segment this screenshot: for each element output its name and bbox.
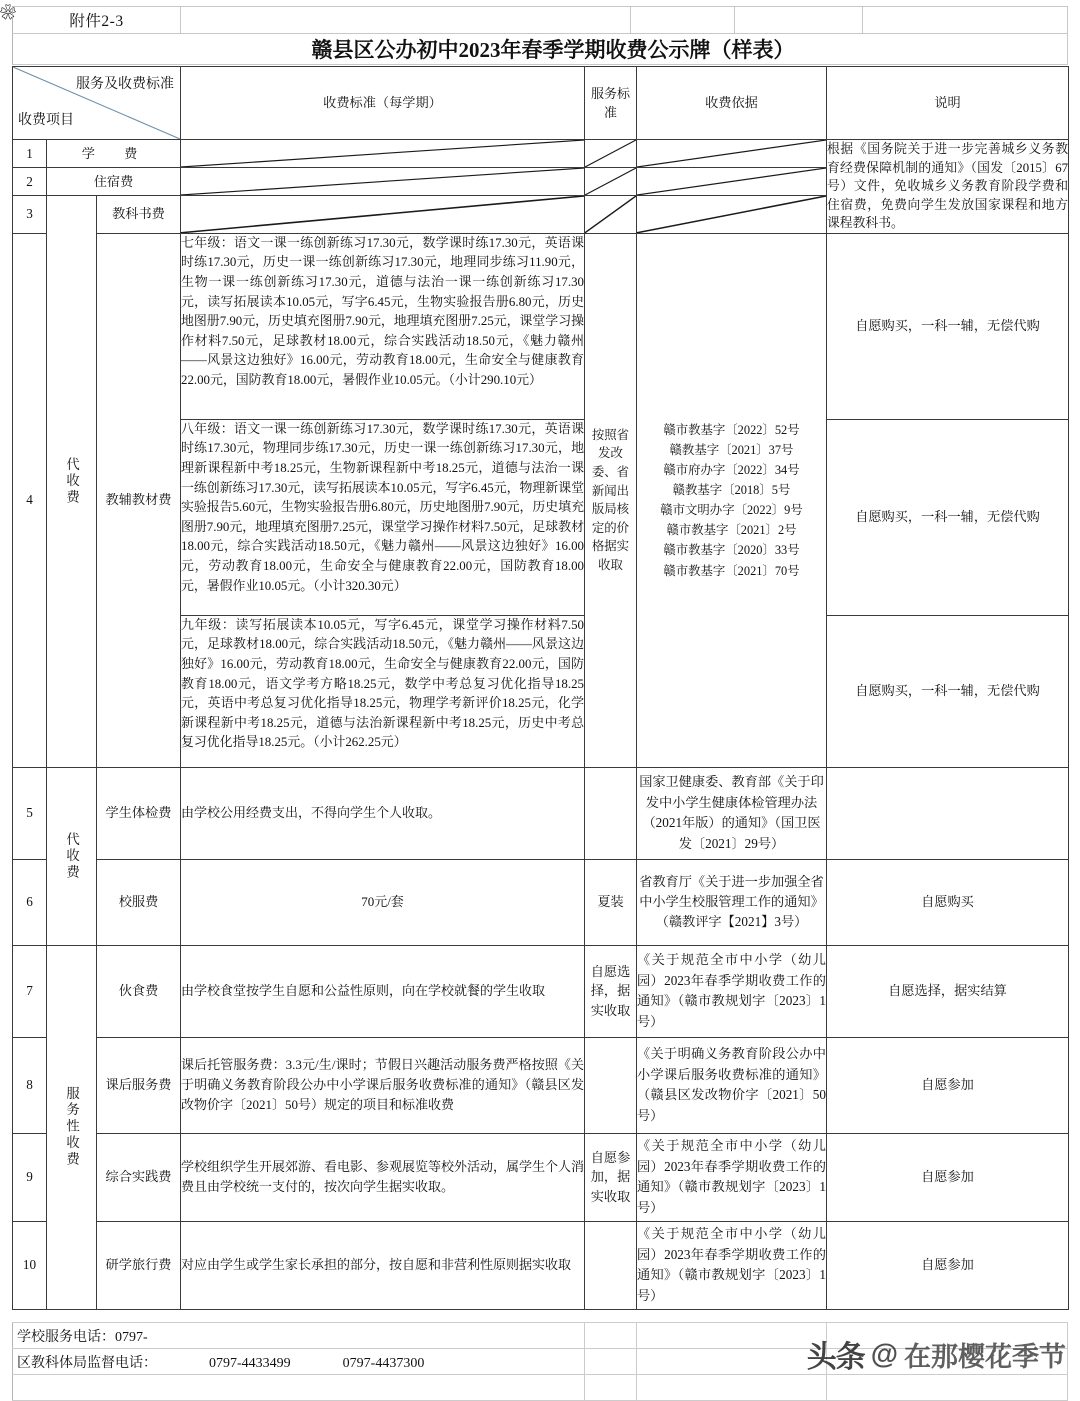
attachment-blank-b [181,7,631,33]
empty-slash-icon [585,140,636,167]
textbook-fee-note-grade7: 自愿购买，一科一辅，无偿代购 [827,233,1069,419]
category-dai-shou-fei-upper [47,196,97,768]
document-title-row [12,34,1068,65]
row-note [827,767,1069,859]
row-item-name: 学 费 [47,140,181,168]
empty-slash-icon [585,196,636,233]
footer-contact-table [12,1322,1068,1401]
row-item-name: 研学旅行费 [97,1221,181,1309]
textbook-fee-note-grade9: 自愿购买，一科一辅，无偿代购 [827,615,1069,767]
table-row [13,1133,1069,1221]
row-number: 6 [13,859,47,945]
attachment-blank-d [735,7,863,33]
attachment-row [12,6,1068,34]
empty-slash-icon [637,140,826,167]
basis-line: 赣教基字〔2018〕5号 [672,483,791,498]
row-basis: 省教育厅《关于进一步加强全省中小学生校服管理工作的通知》（赣教评字【2021】3号） [637,859,827,945]
school-service-phone: 学校服务电话：0797- [13,1323,585,1349]
merged-note-rows-1-3: 根据《国务院关于进一步完善城乡义务教育经费保障机制的通知》（国发〔2015〕67号）文件，免收城乡义务教育阶段学费和住宿费，免费向学生发放国家课程和地方课程教科书。 [827,140,1069,234]
row-standard-empty [181,140,585,168]
empty-slash-icon [637,168,826,195]
page-title: 赣县区公办初中2023年春季学期收费公示牌（样表） [311,38,795,62]
row-service [585,1221,637,1309]
footer-blank-8 [585,1375,637,1401]
row-standard: 由学校公用经费支出，不得向学生个人收取。 [181,767,585,859]
header-col-note: 说明 [827,67,1069,140]
empty-slash-icon [637,196,826,233]
header-col-service: 服务标准 [585,67,637,140]
basis-line: 赣市教基字〔2021〕70号 [663,563,800,578]
row-service: 夏装 [585,859,637,945]
footer-blank-4 [585,1349,637,1375]
header-fee-item-label: 收费项目 [18,113,74,128]
fee-disclosure-table [12,66,1069,1310]
bureau-supervision-phones [13,1349,585,1375]
row-item-name: 学生体检费 [97,767,181,859]
footer-row-bureau-phone [13,1349,1068,1375]
header-corner-cell [13,67,181,140]
row-standard: 课后托管服务费：3.3元/生/课时；节假日兴趣活动服务费严格按照《关于明确义务教育阶段公办中小学课后服务收费标准的通知》（赣县区发改物价字〔2021〕50号）规定的项目和标准收费 [181,1037,585,1133]
bureau-phone-label: 区教科体局监督电话： [17,1355,157,1371]
attachment-label: 附件2-3 [13,7,181,33]
footer-blank-5 [637,1349,827,1375]
textbook-fee-grade8-detail: 八年级：语文一课一练创新练习17.30元，数学课时练17.30元，英语课时练17.30元，物理同步练17.30元，历史一课一练创新练习17.30元，地理新课程新中考18.25元，生物新课程新中考18.25元，道德与法治一课一练创新练习17.30元，读写拓展读本10.05元，写字6.45元，物理新课堂实验报告5.60元，生物实验报告册6.80元，历史地图册7.90元，历史填充图册7.90元，地理填充图册7.25元，课堂学习操作材料7.50元，足球教材18.00元，综合实践活动18.50元，《魅力赣州——风景这边独好》16.00元，劳动教育18.00元，生命安全与健康教育22.00元，国防教育18.00元，暑假作业10.05元。（小计320.30元） [181,419,585,615]
basis-line: 赣市教基字〔2020〕33号 [663,543,800,558]
row-note: 自愿参加 [827,1221,1069,1309]
row-standard: 对应由学生或学生家长承担的部分，按自愿和非营利性原则据实收取 [181,1221,585,1309]
footer-blank-3 [827,1323,1068,1349]
textbook-fee-grade7-detail: 七年级：语文一课一练创新练习17.30元，数学课时练17.30元，英语课时练17.30元，历史一课一练创新练习17.30元，地理同步练习11.90元，生物一课一练创新练习17.30元，道德与法治一课一练创新练习17.30元，读写拓展读本10.05元，写字6.45元，生物实验报告册6.80元，历史地图册7.90元，历史填充图册7.90元，地理填充图册7.25元，课堂学习操作材料7.50元，足球教材18.00元，综合实践活动18.50元，《魅力赣州——风景这边独好》16.00元，劳动教育18.00元，生命安全与健康教育22.00元，国防教育18.00元，暑假作业10.05元。（小计290.10元） [181,233,585,419]
row-basis: 《关于规范全市中小学（幼儿园）2023年春季学期收费工作的通知》（赣市教规划字〔2023〕1号） [637,1221,827,1309]
row-standard: 70元/套 [181,859,585,945]
textbook-fee-note-grade8: 自愿购买，一科一辅，无偿代购 [827,419,1069,615]
row-item-name: 综合实践费 [97,1133,181,1221]
service-standard-text: 按照省发改委、省新闻出版局核定的价格据实收取 [591,427,630,573]
footer-blank-10 [827,1375,1068,1401]
row-number: 3 [13,196,47,234]
watermark-platform: 头条 [806,1341,865,1374]
row-item-name: 教辅教材费 [97,233,181,767]
attachment-blank-c [631,7,735,33]
textbook-fee-basis [637,233,827,767]
table-row [13,140,1069,168]
row-basis: 《关于规范全市中小学（幼儿园）2023年春季学期收费工作的通知》（赣市教规划字〔2023〕1号） [637,945,827,1037]
header-service-and-standard-label: 服务及收费标准 [76,77,174,92]
row-number: 9 [13,1133,47,1221]
row-service-empty [585,140,637,168]
watermark-at-symbol: @ [870,1338,898,1369]
row-basis: 《关于明确义务教育阶段公办中小学课后服务收费标准的通知》（赣县区发改物价字〔2021〕50号） [637,1037,827,1133]
row-standard: 学校组织学生开展郊游、看电影、参观展览等校外活动，属学生个人消费且由学校统一支付的，按次向学生据实收取。 [181,1133,585,1221]
empty-slash-icon [181,140,584,167]
header-col-basis: 收费依据 [637,67,827,140]
row-number: 10 [13,1221,47,1309]
row-note: 自愿选择，据实结算 [827,945,1069,1037]
row-note: 自愿购买 [827,859,1069,945]
footer-blank-2 [637,1323,827,1349]
table-row [13,859,1069,945]
row-number: 7 [13,945,47,1037]
row-basis: 国家卫健康委、教育部《关于印发中小学生健康体检管理办法（2021年版）的通知》（国卫医发〔2021〕29号） [637,767,827,859]
row-number: 1 [13,140,47,168]
category-label: 代收费 [64,831,80,881]
row-service [585,1037,637,1133]
row-service: 自愿参加，据实收取 [585,1133,637,1221]
row-service: 自愿选择，据实收取 [585,945,637,1037]
table-row [13,767,1069,859]
row-number: 4 [13,233,47,767]
textbook-fee-service-standard [585,233,637,767]
basis-line: 赣市府办字〔2022〕34号 [663,463,800,478]
row-number: 2 [13,168,47,196]
footer-row-school-phone [13,1323,1068,1349]
row-item-name: 住宿费 [47,168,181,196]
row-basis: 《关于规范全市中小学（幼儿园）2023年春季学期收费工作的通知》（赣市教规划字〔2023〕1号） [637,1133,827,1221]
category-dai-shou-fei-lower [47,767,97,945]
row-service [585,767,637,859]
empty-slash-icon [181,168,584,195]
basis-line: 赣市文明办字〔2022〕9号 [660,503,803,518]
attachment-blank-e [863,7,1067,33]
sakura-icon: ❀ [0,5,17,22]
footer-blank-1 [585,1323,637,1349]
basis-line: 赣市教基字〔2021〕2号 [666,523,797,538]
empty-slash-icon [181,196,584,233]
basis-document-list [637,420,826,581]
table-row [13,1221,1069,1309]
row-item-name: 伙食费 [97,945,181,1037]
footer-row-empty [13,1375,1068,1401]
footer-blank-6 [827,1349,1068,1375]
bureau-phone-1: 0797-4433499 [209,1355,291,1371]
row-basis-empty [637,196,827,234]
row-item-name: 课后服务费 [97,1037,181,1133]
table-row [13,1037,1069,1133]
row-service-empty [585,196,637,234]
footer-blank-9 [637,1375,827,1401]
row-basis-empty [637,168,827,196]
row-standard-empty [181,196,585,234]
row-number: 8 [13,1037,47,1133]
textbook-fee-grade9-detail: 九年级：读写拓展读本10.05元，写字6.45元，课堂学习操作材料7.50元，足球教材18.00元，综合实践活动18.50元，《魅力赣州——风景这边独好》16.00元，劳动教育18.00元，生命安全与健康教育22.00元，国防教育18.00元，语文学考方略18.25元，数学中考总复习优化指导18.25元，英语中考总复习优化指导18.25元，物理学考新评价18.25元，化学新课程新中考18.25元，道德与法治新课程新中考18.25元，历史中考总复习优化指导18.25元。（小计262.25元） [181,615,585,767]
row-service-empty [585,168,637,196]
basis-line: 赣教基字〔2021〕37号 [669,442,794,457]
bureau-phone-2: 0797-4437300 [342,1355,425,1371]
table-header-row [13,67,1069,140]
row-item-name: 校服费 [97,859,181,945]
footer-blank-7 [13,1375,585,1401]
table-row [13,233,1069,419]
row-basis-empty [637,140,827,168]
header-col-standard: 收费标准（每学期） [181,67,585,140]
row-standard-empty [181,168,585,196]
watermark-account-name: 在那樱花季节 [904,1341,1066,1372]
category-label: 代收费 [64,456,80,506]
basis-line: 赣市教基字〔2022〕52号 [663,422,800,437]
row-note: 自愿参加 [827,1133,1069,1221]
row-number: 5 [13,767,47,859]
table-row [13,945,1069,1037]
empty-slash-icon [585,168,636,195]
row-note: 自愿参加 [827,1037,1069,1133]
row-item-name: 教科书费 [97,196,181,234]
category-label: 服务性收费 [64,1086,80,1169]
category-fu-wu-xing-shou-fei [47,945,97,1309]
row-standard: 由学校食堂按学生自愿和公益性原则，向在学校就餐的学生收取 [181,945,585,1037]
